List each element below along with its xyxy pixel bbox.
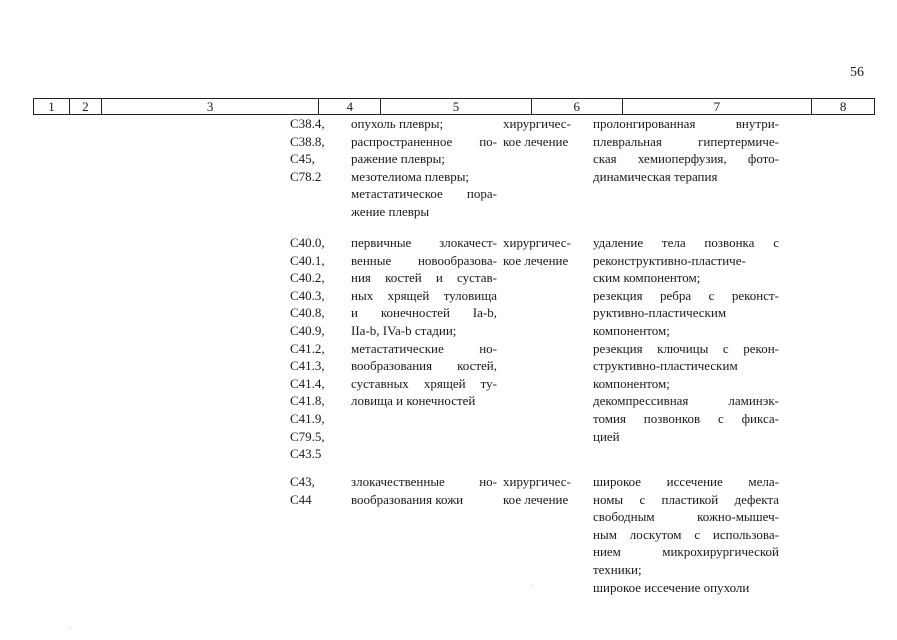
method-line: свободным кожно-мышеч- — [593, 509, 779, 525]
method-line: структивно-пластическим — [593, 358, 738, 374]
method-line: резекция ребра с реконст- — [593, 287, 779, 303]
method-line: реконструктивно-пластиче- — [593, 252, 746, 268]
icd-code: C38.4, — [290, 116, 325, 131]
diagnosis-line: первичные злокачест- — [351, 235, 497, 250]
icd-codes-cell — [290, 473, 348, 508]
header-col-3: 3 — [102, 99, 319, 114]
icd-code: C40.9, — [290, 322, 325, 338]
method-line: компонентом; — [593, 322, 670, 338]
method-line: резекция ключицы с рекон- — [593, 340, 779, 356]
treatment-cell — [503, 473, 583, 508]
icd-code: C41.9, — [290, 410, 325, 426]
scan-artifact — [70, 627, 71, 628]
method-cell — [593, 234, 779, 445]
diagnosis-line: вообразования костей, — [351, 358, 497, 374]
icd-code: C44 — [290, 491, 312, 507]
diagnosis-line: мезотелиома плевры; — [351, 168, 470, 184]
icd-code: C41.4, — [290, 375, 325, 391]
icd-code: C40.2, — [290, 270, 325, 286]
icd-code: C41.2, — [290, 340, 325, 356]
header-col-8: 8 — [839, 99, 847, 114]
treatment-cell — [503, 234, 583, 269]
treatment-cell — [503, 115, 583, 150]
icd-code: C40.3, — [290, 287, 325, 303]
diagnosis-line: венные новообразова- — [351, 252, 497, 268]
diagnosis-line: опухоль плевры; — [351, 116, 444, 131]
method-line: ным лоскутом с использова- — [593, 526, 779, 542]
icd-codes-cell — [290, 115, 348, 185]
treatment-line: кое лечение — [503, 252, 569, 268]
method-line: широкое иссечение мела- — [593, 474, 779, 489]
diagnosis-cell — [351, 115, 497, 221]
treatment-line: хирургичес- — [503, 235, 571, 250]
method-line: цией — [593, 428, 620, 444]
header-col-5: 5 — [381, 99, 532, 114]
diagnosis-line: метастатическое пора- — [351, 186, 497, 202]
method-line: пролонгированная внутри- — [593, 116, 779, 131]
scan-artifact — [532, 585, 533, 586]
method-line: нием микрохирургической — [593, 544, 779, 560]
treatment-line: хирургичес- — [503, 474, 571, 489]
table-header-row — [33, 98, 875, 115]
diagnosis-line: и конечностей Ia-b, — [351, 305, 497, 321]
diagnosis-line: злокачественные но- — [351, 474, 497, 489]
icd-code: C40.8, — [290, 305, 325, 321]
icd-code: C78.2 — [290, 168, 322, 184]
method-line: удаление тела позвонка с — [593, 235, 779, 250]
method-line: плевральная гипертермиче- — [593, 133, 779, 149]
diagnosis-line: распространенное по- — [351, 133, 497, 149]
header-col-6: 6 — [532, 99, 623, 114]
icd-codes-cell — [290, 234, 348, 463]
icd-code: C43, — [290, 474, 315, 489]
method-line: широкое иссечение опухоли — [593, 579, 750, 595]
method-line: компонентом; — [593, 375, 670, 391]
method-line: ским компонентом; — [593, 270, 701, 286]
method-cell — [593, 473, 779, 596]
method-line: ская хемиоперфузия, фото- — [593, 151, 779, 167]
diagnosis-line: ражение плевры; — [351, 151, 445, 167]
header-col-1: 1 — [34, 99, 70, 114]
method-line: техники; — [593, 561, 642, 577]
diagnosis-line: ных хрящей туловища — [351, 287, 497, 303]
diagnosis-line: ния костей и сустав- — [351, 270, 497, 286]
method-line: номы с пластикой дефекта — [593, 491, 779, 507]
method-cell — [593, 115, 779, 185]
diagnosis-line: суставных хрящей ту- — [351, 375, 497, 391]
page-number: 56 — [850, 65, 864, 80]
method-line: томия позвонков с фикса- — [593, 410, 779, 426]
method-line: декомпрессивная ламинэк- — [593, 393, 779, 409]
header-col-7: 7 — [623, 99, 813, 114]
icd-code: C43.5 — [290, 446, 322, 462]
treatment-line: кое лечение — [503, 133, 569, 149]
method-line: руктивно-пластическим — [593, 305, 727, 321]
icd-code: C38.8, — [290, 133, 325, 149]
method-line: динамическая терапия — [593, 168, 718, 184]
diagnosis-cell — [351, 473, 497, 508]
diagnosis-cell — [351, 234, 497, 410]
diagnosis-line: метастатические но- — [351, 340, 497, 356]
icd-code: C40.0, — [290, 235, 325, 250]
diagnosis-line: жение плевры — [351, 203, 430, 219]
icd-code: C45, — [290, 151, 315, 167]
diagnosis-line: ловища и конечностей — [351, 393, 476, 409]
icd-code: C40.1, — [290, 252, 325, 268]
icd-code: C41.3, — [290, 358, 325, 374]
icd-code: C41.8, — [290, 393, 325, 409]
icd-code: C79.5, — [290, 428, 325, 444]
diagnosis-line: IIa-b, IVa-b стадии; — [351, 322, 457, 338]
treatment-line: кое лечение — [503, 491, 569, 507]
header-col-4: 4 — [319, 99, 381, 114]
header-col-2: 2 — [70, 99, 102, 114]
treatment-line: хирургичес- — [503, 116, 571, 131]
diagnosis-line: вообразования кожи — [351, 491, 464, 507]
